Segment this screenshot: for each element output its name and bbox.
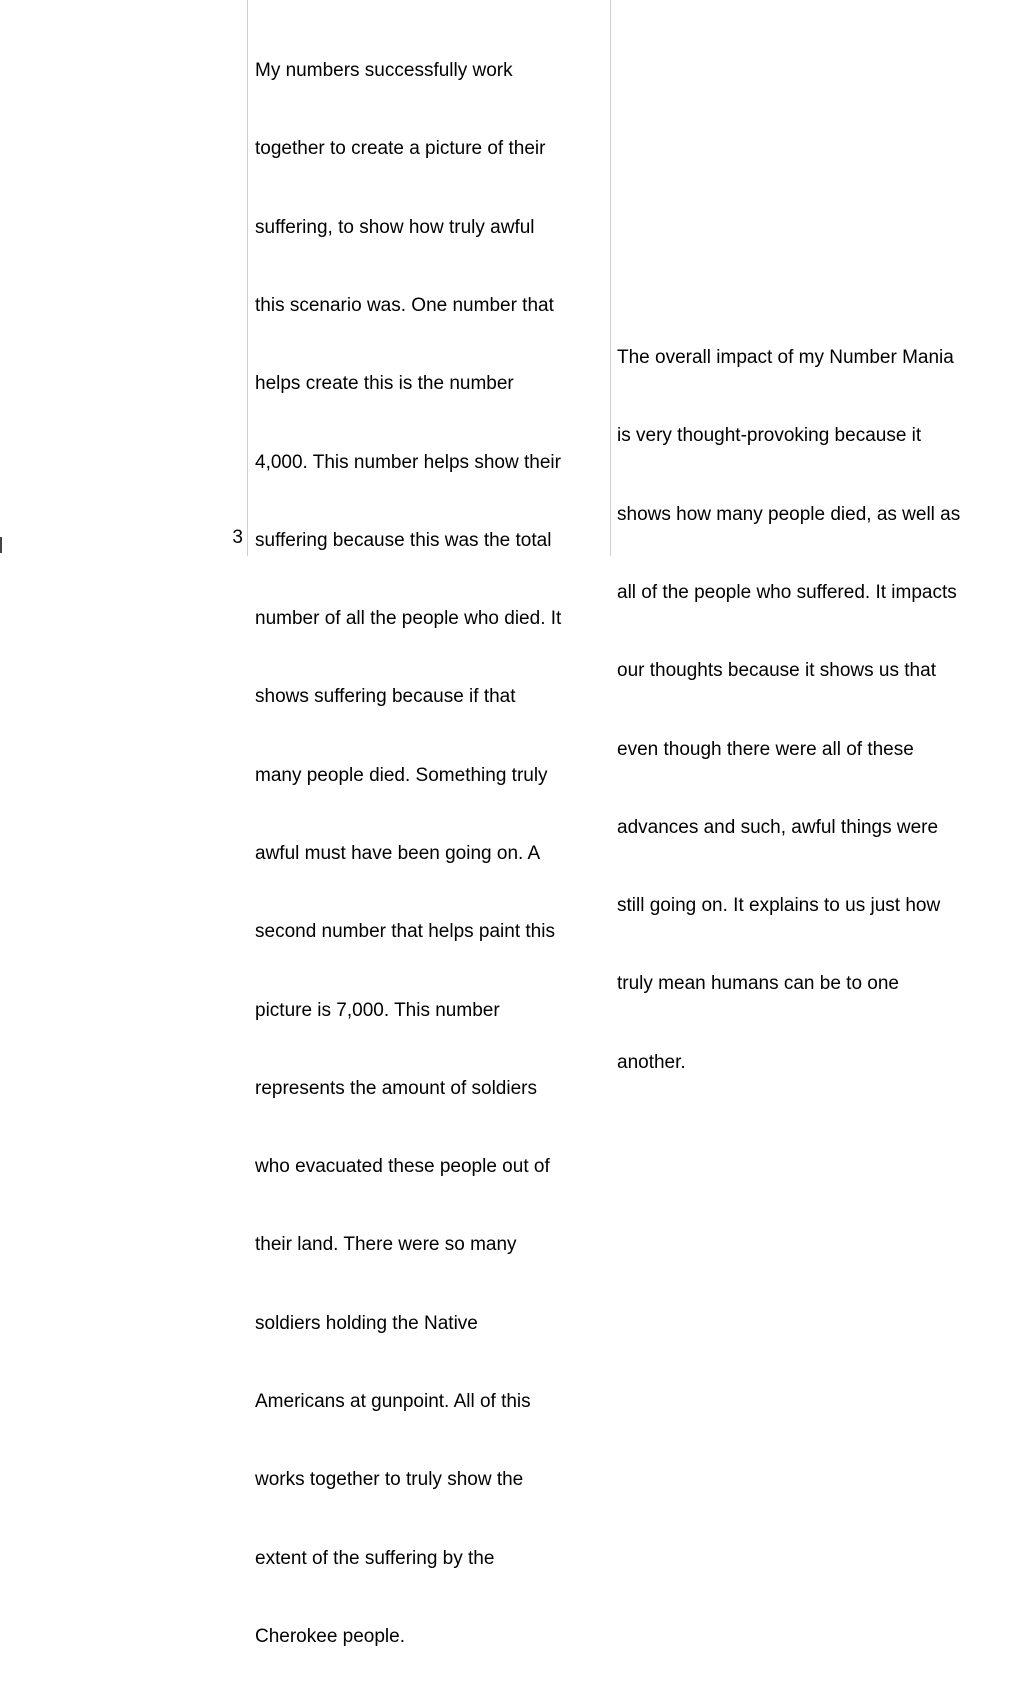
text-line: represents the amount of soldiers xyxy=(255,1077,537,1099)
text-line: number of all the people who died. It xyxy=(255,608,562,630)
text-line: works together to truly show the xyxy=(255,1469,524,1491)
text-line: even though there were all of these xyxy=(617,738,914,760)
text-line: suffering because this was the total xyxy=(255,529,552,551)
text-line: many people died. Something truly xyxy=(255,764,548,786)
text-line: advances and such, awful things were xyxy=(617,816,939,838)
text-line: our thoughts because it shows us that xyxy=(617,660,936,682)
text-line: still going on. It explains to us just how xyxy=(617,895,941,917)
text-line: helps create this is the number xyxy=(255,373,514,395)
text-line: The overall impact of my Number Mania xyxy=(617,347,954,369)
text-line: shows suffering because if that xyxy=(255,686,516,708)
text-line: awful must have been going on. A xyxy=(255,843,541,864)
text-line: this scenario was. One number that xyxy=(255,295,554,317)
row-number-value: 3 xyxy=(232,527,243,548)
text-line: truly mean humans can be to one xyxy=(617,973,900,995)
text-line: My numbers successfully work xyxy=(255,60,513,82)
text-line: Cherokee people. xyxy=(255,1625,405,1647)
text-line: picture is 7,000. This number xyxy=(255,999,500,1021)
text-line: together to create a picture of their xyxy=(255,138,546,160)
text-line: another. xyxy=(617,1051,686,1073)
text-line: second number that helps paint this xyxy=(255,921,555,943)
text-line: suffering, to show how truly awful xyxy=(255,216,535,238)
text-line: who evacuated these people out of xyxy=(255,1156,550,1178)
row-marker xyxy=(0,537,2,553)
text-line: extent of the suffering by the xyxy=(255,1547,495,1569)
cell-row-number[interactable] xyxy=(8,0,247,556)
text-line: soldiers holding the Native xyxy=(255,1312,478,1334)
text-line: their land. There were so many xyxy=(255,1234,517,1256)
text-line: 4,000. This number helps show their xyxy=(255,451,561,473)
text-line: is very thought-provoking because it xyxy=(617,425,922,447)
text-line: shows how many people died, as well as xyxy=(617,503,961,525)
cell-analysis-text[interactable] xyxy=(248,0,610,1647)
text-line: Americans at gunpoint. All of this xyxy=(255,1390,531,1412)
cell-impact-text[interactable] xyxy=(611,0,1022,1073)
text-line: all of the people who suffered. It impacts xyxy=(617,582,957,604)
